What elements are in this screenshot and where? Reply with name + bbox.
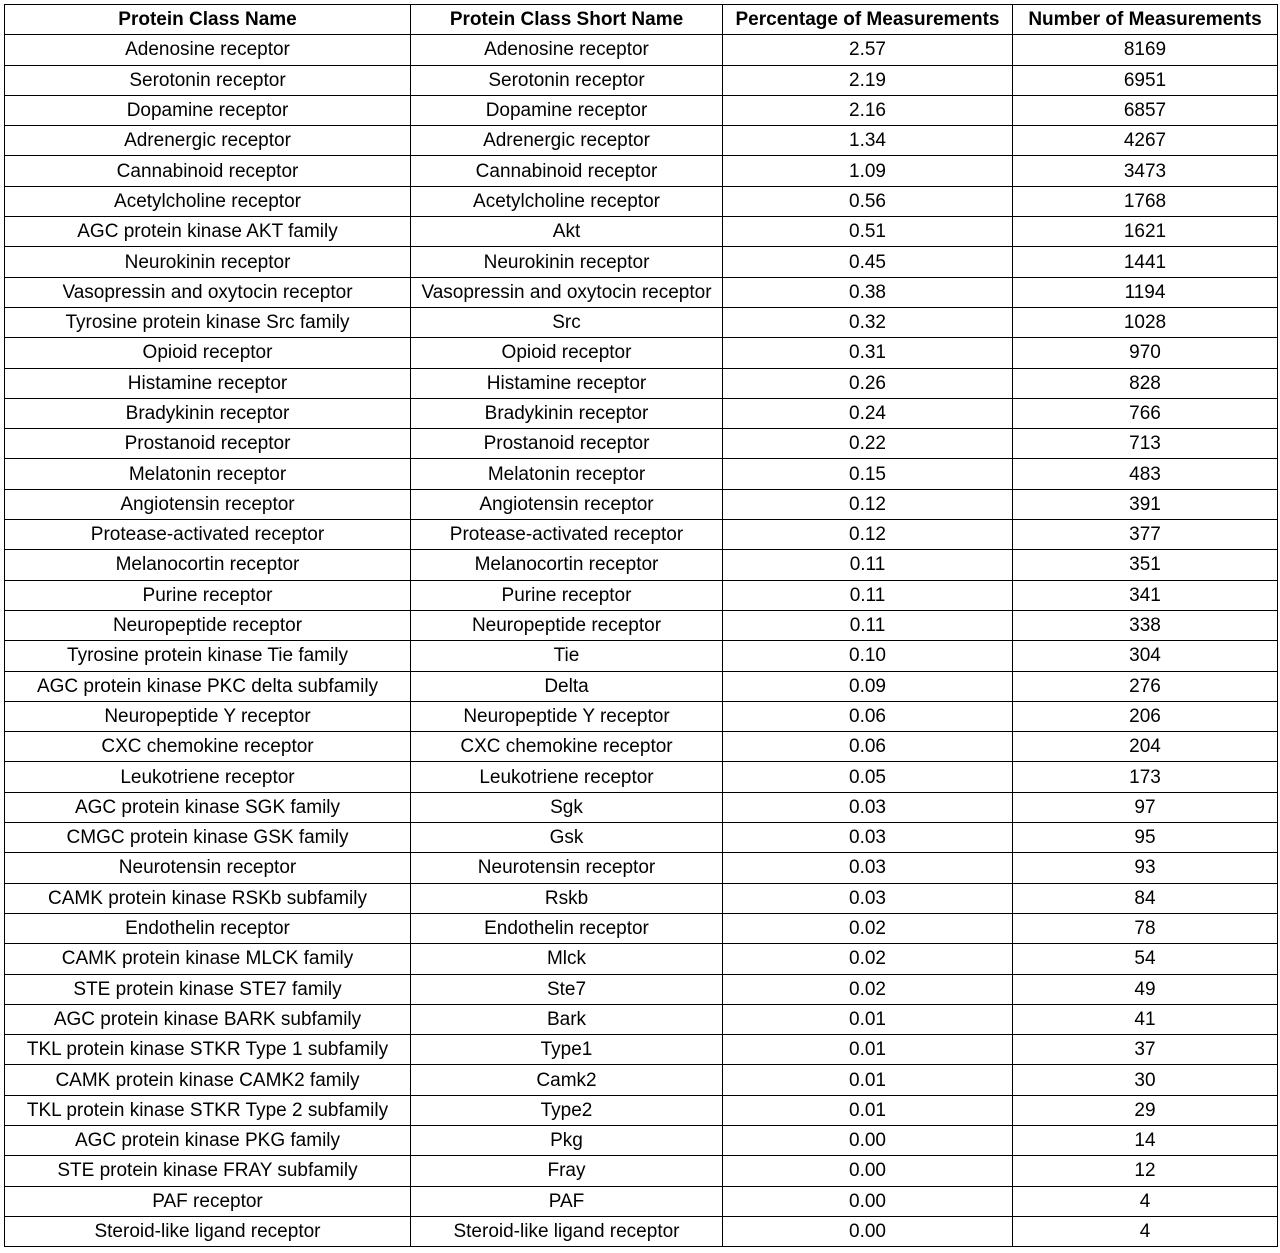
table-row <box>5 398 1278 428</box>
short-name-cell: CXC chemokine receptor <box>411 732 723 762</box>
count-cell: 4 <box>1013 1216 1278 1246</box>
short-name-cell: Neuropeptide receptor <box>411 610 723 640</box>
count-cell: 30 <box>1013 1065 1278 1095</box>
percentage-cell: 0.03 <box>723 853 1013 883</box>
percentage-cell: 0.12 <box>723 489 1013 519</box>
table-container <box>4 4 1278 1247</box>
protein-class-name-cell: Melatonin receptor <box>5 459 411 489</box>
table-row <box>5 732 1278 762</box>
protein-class-name-cell: AGC protein kinase PKG family <box>5 1125 411 1155</box>
protein-class-name-cell: Neuropeptide Y receptor <box>5 701 411 731</box>
protein-class-name-cell: Neurokinin receptor <box>5 247 411 277</box>
protein-class-name-cell: CAMK protein kinase RSKb subfamily <box>5 883 411 913</box>
header-protein-class-name: Protein Class Name <box>5 5 411 35</box>
table-row <box>5 338 1278 368</box>
percentage-cell: 0.06 <box>723 701 1013 731</box>
short-name-cell: Purine receptor <box>411 580 723 610</box>
table-row <box>5 156 1278 186</box>
count-cell: 12 <box>1013 1156 1278 1186</box>
table-row <box>5 126 1278 156</box>
short-name-cell: Delta <box>411 671 723 701</box>
percentage-cell: 0.06 <box>723 732 1013 762</box>
protein-class-name-cell: Tyrosine protein kinase Tie family <box>5 641 411 671</box>
short-name-cell: Histamine receptor <box>411 368 723 398</box>
count-cell: 1194 <box>1013 277 1278 307</box>
short-name-cell: Neurokinin receptor <box>411 247 723 277</box>
short-name-cell: Dopamine receptor <box>411 95 723 125</box>
count-cell: 391 <box>1013 489 1278 519</box>
protein-class-name-cell: Vasopressin and oxytocin receptor <box>5 277 411 307</box>
count-cell: 6857 <box>1013 95 1278 125</box>
protein-class-name-cell: STE protein kinase FRAY subfamily <box>5 1156 411 1186</box>
protein-class-name-cell: Steroid-like ligand receptor <box>5 1216 411 1246</box>
short-name-cell: Endothelin receptor <box>411 913 723 943</box>
count-cell: 483 <box>1013 459 1278 489</box>
table-row <box>5 247 1278 277</box>
protein-class-name-cell: CAMK protein kinase MLCK family <box>5 944 411 974</box>
percentage-cell: 2.19 <box>723 65 1013 95</box>
table-row <box>5 307 1278 337</box>
header-row <box>5 5 1278 35</box>
table-row <box>5 580 1278 610</box>
table-row <box>5 883 1278 913</box>
count-cell: 6951 <box>1013 65 1278 95</box>
table-row <box>5 35 1278 65</box>
protein-class-name-cell: Tyrosine protein kinase Src family <box>5 307 411 337</box>
protein-class-table <box>4 4 1278 1247</box>
table-row <box>5 217 1278 247</box>
protein-class-name-cell: Histamine receptor <box>5 368 411 398</box>
table-row <box>5 459 1278 489</box>
protein-class-name-cell: Neuropeptide receptor <box>5 610 411 640</box>
protein-class-name-cell: Neurotensin receptor <box>5 853 411 883</box>
table-row <box>5 489 1278 519</box>
table-row <box>5 186 1278 216</box>
percentage-cell: 2.57 <box>723 35 1013 65</box>
count-cell: 1768 <box>1013 186 1278 216</box>
count-cell: 206 <box>1013 701 1278 731</box>
short-name-cell: Prostanoid receptor <box>411 429 723 459</box>
table-row <box>5 853 1278 883</box>
protein-class-name-cell: CMGC protein kinase GSK family <box>5 823 411 853</box>
percentage-cell: 1.09 <box>723 156 1013 186</box>
count-cell: 713 <box>1013 429 1278 459</box>
short-name-cell: PAF <box>411 1186 723 1216</box>
short-name-cell: Opioid receptor <box>411 338 723 368</box>
protein-class-name-cell: CAMK protein kinase CAMK2 family <box>5 1065 411 1095</box>
short-name-cell: Bark <box>411 1004 723 1034</box>
table-row <box>5 550 1278 580</box>
table-row <box>5 429 1278 459</box>
short-name-cell: Melanocortin receptor <box>411 550 723 580</box>
protein-class-name-cell: AGC protein kinase BARK subfamily <box>5 1004 411 1034</box>
short-name-cell: Akt <box>411 217 723 247</box>
percentage-cell: 0.32 <box>723 307 1013 337</box>
short-name-cell: Bradykinin receptor <box>411 398 723 428</box>
percentage-cell: 0.01 <box>723 1004 1013 1034</box>
percentage-cell: 0.01 <box>723 1035 1013 1065</box>
count-cell: 29 <box>1013 1095 1278 1125</box>
count-cell: 1028 <box>1013 307 1278 337</box>
protein-class-name-cell: TKL protein kinase STKR Type 2 subfamily <box>5 1095 411 1125</box>
header-number-of-measurements: Number of Measurements <box>1013 5 1278 35</box>
protein-class-name-cell: Cannabinoid receptor <box>5 156 411 186</box>
short-name-cell: Rskb <box>411 883 723 913</box>
percentage-cell: 0.51 <box>723 217 1013 247</box>
protein-class-name-cell: Serotonin receptor <box>5 65 411 95</box>
protein-class-name-cell: PAF receptor <box>5 1186 411 1216</box>
percentage-cell: 0.11 <box>723 610 1013 640</box>
table-row <box>5 277 1278 307</box>
table-row <box>5 610 1278 640</box>
count-cell: 970 <box>1013 338 1278 368</box>
short-name-cell: Leukotriene receptor <box>411 762 723 792</box>
percentage-cell: 0.01 <box>723 1065 1013 1095</box>
short-name-cell: Type2 <box>411 1095 723 1125</box>
percentage-cell: 0.03 <box>723 792 1013 822</box>
short-name-cell: Type1 <box>411 1035 723 1065</box>
table-row <box>5 368 1278 398</box>
percentage-cell: 0.02 <box>723 913 1013 943</box>
short-name-cell: Cannabinoid receptor <box>411 156 723 186</box>
count-cell: 84 <box>1013 883 1278 913</box>
count-cell: 1621 <box>1013 217 1278 247</box>
percentage-cell: 0.02 <box>723 974 1013 1004</box>
header-protein-class-short-name: Protein Class Short Name <box>411 5 723 35</box>
percentage-cell: 0.03 <box>723 883 1013 913</box>
table-row <box>5 671 1278 701</box>
short-name-cell: Src <box>411 307 723 337</box>
count-cell: 828 <box>1013 368 1278 398</box>
table-row <box>5 641 1278 671</box>
short-name-cell: Acetylcholine receptor <box>411 186 723 216</box>
percentage-cell: 0.02 <box>723 944 1013 974</box>
table-row <box>5 1065 1278 1095</box>
protein-class-name-cell: Prostanoid receptor <box>5 429 411 459</box>
protein-class-name-cell: Dopamine receptor <box>5 95 411 125</box>
percentage-cell: 0.15 <box>723 459 1013 489</box>
count-cell: 49 <box>1013 974 1278 1004</box>
table-row <box>5 520 1278 550</box>
percentage-cell: 0.56 <box>723 186 1013 216</box>
short-name-cell: Neuropeptide Y receptor <box>411 701 723 731</box>
table-row <box>5 944 1278 974</box>
short-name-cell: Adrenergic receptor <box>411 126 723 156</box>
percentage-cell: 0.45 <box>723 247 1013 277</box>
percentage-cell: 0.31 <box>723 338 1013 368</box>
header-percentage-of-measurements: Percentage of Measurements <box>723 5 1013 35</box>
percentage-cell: 0.03 <box>723 823 1013 853</box>
table-row <box>5 1186 1278 1216</box>
percentage-cell: 0.11 <box>723 580 1013 610</box>
protein-class-name-cell: AGC protein kinase AKT family <box>5 217 411 247</box>
table-row <box>5 1035 1278 1065</box>
count-cell: 54 <box>1013 944 1278 974</box>
protein-class-name-cell: Adenosine receptor <box>5 35 411 65</box>
percentage-cell: 0.10 <box>723 641 1013 671</box>
short-name-cell: Steroid-like ligand receptor <box>411 1216 723 1246</box>
count-cell: 173 <box>1013 762 1278 792</box>
short-name-cell: Melatonin receptor <box>411 459 723 489</box>
percentage-cell: 0.01 <box>723 1095 1013 1125</box>
count-cell: 41 <box>1013 1004 1278 1034</box>
short-name-cell: Pkg <box>411 1125 723 1155</box>
short-name-cell: Ste7 <box>411 974 723 1004</box>
count-cell: 3473 <box>1013 156 1278 186</box>
short-name-cell: Vasopressin and oxytocin receptor <box>411 277 723 307</box>
table-row <box>5 1125 1278 1155</box>
count-cell: 377 <box>1013 520 1278 550</box>
count-cell: 95 <box>1013 823 1278 853</box>
protein-class-name-cell: Adrenergic receptor <box>5 126 411 156</box>
protein-class-name-cell: Bradykinin receptor <box>5 398 411 428</box>
short-name-cell: Mlck <box>411 944 723 974</box>
table-row <box>5 95 1278 125</box>
percentage-cell: 0.38 <box>723 277 1013 307</box>
count-cell: 78 <box>1013 913 1278 943</box>
protein-class-name-cell: Protease-activated receptor <box>5 520 411 550</box>
short-name-cell: Gsk <box>411 823 723 853</box>
table-row <box>5 823 1278 853</box>
short-name-cell: Angiotensin receptor <box>411 489 723 519</box>
protein-class-name-cell: Purine receptor <box>5 580 411 610</box>
protein-class-name-cell: Opioid receptor <box>5 338 411 368</box>
percentage-cell: 0.00 <box>723 1186 1013 1216</box>
short-name-cell: Fray <box>411 1156 723 1186</box>
percentage-cell: 0.00 <box>723 1216 1013 1246</box>
short-name-cell: Adenosine receptor <box>411 35 723 65</box>
table-row <box>5 1216 1278 1246</box>
count-cell: 1441 <box>1013 247 1278 277</box>
percentage-cell: 2.16 <box>723 95 1013 125</box>
table-row <box>5 1095 1278 1125</box>
count-cell: 341 <box>1013 580 1278 610</box>
protein-class-name-cell: AGC protein kinase PKC delta subfamily <box>5 671 411 701</box>
protein-class-name-cell: Acetylcholine receptor <box>5 186 411 216</box>
percentage-cell: 1.34 <box>723 126 1013 156</box>
count-cell: 766 <box>1013 398 1278 428</box>
table-row <box>5 974 1278 1004</box>
percentage-cell: 0.05 <box>723 762 1013 792</box>
count-cell: 4267 <box>1013 126 1278 156</box>
count-cell: 93 <box>1013 853 1278 883</box>
table-row <box>5 913 1278 943</box>
count-cell: 204 <box>1013 732 1278 762</box>
protein-class-name-cell: Angiotensin receptor <box>5 489 411 519</box>
short-name-cell: Sgk <box>411 792 723 822</box>
count-cell: 338 <box>1013 610 1278 640</box>
protein-class-name-cell: TKL protein kinase STKR Type 1 subfamily <box>5 1035 411 1065</box>
count-cell: 8169 <box>1013 35 1278 65</box>
count-cell: 304 <box>1013 641 1278 671</box>
protein-class-name-cell: Leukotriene receptor <box>5 762 411 792</box>
count-cell: 37 <box>1013 1035 1278 1065</box>
count-cell: 276 <box>1013 671 1278 701</box>
percentage-cell: 0.00 <box>723 1156 1013 1186</box>
percentage-cell: 0.24 <box>723 398 1013 428</box>
short-name-cell: Protease-activated receptor <box>411 520 723 550</box>
protein-class-name-cell: CXC chemokine receptor <box>5 732 411 762</box>
percentage-cell: 0.00 <box>723 1125 1013 1155</box>
count-cell: 4 <box>1013 1186 1278 1216</box>
short-name-cell: Neurotensin receptor <box>411 853 723 883</box>
count-cell: 14 <box>1013 1125 1278 1155</box>
table-row <box>5 701 1278 731</box>
table-row <box>5 792 1278 822</box>
protein-class-name-cell: Endothelin receptor <box>5 913 411 943</box>
short-name-cell: Serotonin receptor <box>411 65 723 95</box>
count-cell: 351 <box>1013 550 1278 580</box>
percentage-cell: 0.22 <box>723 429 1013 459</box>
short-name-cell: Camk2 <box>411 1065 723 1095</box>
table-body <box>5 35 1278 1247</box>
percentage-cell: 0.26 <box>723 368 1013 398</box>
short-name-cell: Tie <box>411 641 723 671</box>
table-row <box>5 1156 1278 1186</box>
protein-class-name-cell: AGC protein kinase SGK family <box>5 792 411 822</box>
table-row <box>5 1004 1278 1034</box>
percentage-cell: 0.12 <box>723 520 1013 550</box>
protein-class-name-cell: STE protein kinase STE7 family <box>5 974 411 1004</box>
table-row <box>5 762 1278 792</box>
percentage-cell: 0.09 <box>723 671 1013 701</box>
count-cell: 97 <box>1013 792 1278 822</box>
table-row <box>5 65 1278 95</box>
percentage-cell: 0.11 <box>723 550 1013 580</box>
protein-class-name-cell: Melanocortin receptor <box>5 550 411 580</box>
